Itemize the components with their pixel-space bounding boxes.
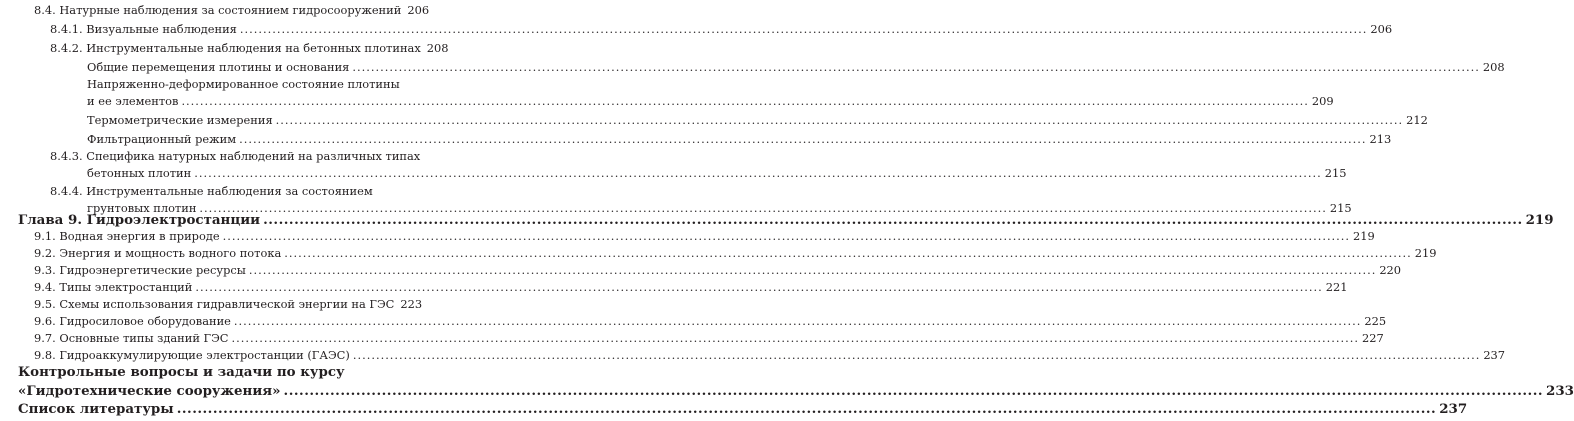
toc-entry-title: Термометрические измерения bbox=[87, 113, 273, 127]
dot-leader bbox=[181, 94, 1308, 109]
toc-chapter-title-line2: «Гидротехнические сооружения» bbox=[18, 383, 281, 399]
toc-page-number: 213 bbox=[1369, 132, 1392, 146]
toc-chapter-title: Глава 9. Гидроэлектростанции bbox=[18, 212, 261, 228]
toc-entry-title-line1: 8.4.4. Инструментальные наблюдения за состоянием bbox=[50, 184, 373, 198]
dot-leader bbox=[249, 263, 1376, 278]
toc-chapter-title: Список литературы bbox=[18, 401, 174, 417]
toc-entry-title-line2: грунтовых плотин bbox=[87, 201, 197, 215]
toc-entry-title-line2: и ее элементов bbox=[87, 94, 179, 108]
toc-entry-title: 9.4. Типы электростанций bbox=[34, 280, 193, 294]
toc-entry-title: 8.4.1. Визуальные наблюдения bbox=[50, 22, 237, 36]
toc-page-number: 219 bbox=[1353, 229, 1375, 243]
toc-entry-title: 9.2. Энергия и мощность водного потока bbox=[34, 246, 282, 260]
toc-entry-title: 9.3. Гидроэнергетические ресурсы bbox=[34, 263, 246, 277]
dot-leader bbox=[177, 401, 1437, 418]
toc-page-number: 221 bbox=[1325, 280, 1348, 294]
toc-entry-title: Общие перемещения плотины и основания bbox=[87, 60, 350, 74]
toc-chapter-title-line1: Контрольные вопросы и задачи по курсу bbox=[18, 364, 345, 380]
toc-page-number: 219 bbox=[1525, 212, 1554, 228]
dot-leader bbox=[195, 280, 1322, 295]
toc-page-number: 233 bbox=[1546, 383, 1574, 399]
toc-page-number: 206 bbox=[1370, 22, 1393, 36]
toc-chapter-entry[interactable] bbox=[0, 401, 1468, 421]
toc-entry[interactable] bbox=[0, 113, 1428, 133]
toc-entry-title: 8.4. Натурные наблюдения за состоянием гидросооружений bbox=[34, 3, 402, 17]
dot-leader bbox=[352, 60, 1479, 75]
toc-entry[interactable] bbox=[0, 77, 1334, 111]
dot-leader bbox=[263, 212, 1523, 229]
dot-leader bbox=[276, 113, 1403, 128]
toc-page-number: 227 bbox=[1361, 331, 1384, 345]
toc-page-number: 225 bbox=[1364, 314, 1387, 328]
toc-page-number: 208 bbox=[1482, 60, 1505, 74]
dot-leader bbox=[284, 383, 1544, 400]
dot-leader bbox=[284, 246, 1411, 261]
dot-leader bbox=[194, 166, 1321, 181]
dot-leader bbox=[353, 348, 1480, 363]
toc-entry-title: 9.1. Водная энергия в природе bbox=[34, 229, 220, 243]
toc-entry-title: Фильтрационный режим bbox=[87, 132, 237, 146]
toc-page-number: 220 bbox=[1379, 263, 1402, 277]
toc-page-number: 209 bbox=[1311, 94, 1334, 108]
toc-entry-title: 9.5. Схемы использования гидравлической энергии на ГЭС bbox=[34, 297, 395, 311]
toc-page-number: 208 bbox=[426, 41, 449, 55]
toc-page-number: 215 bbox=[1324, 166, 1347, 180]
toc-entry[interactable] bbox=[0, 22, 1393, 42]
toc-entry-title: 9.6. Гидросиловое оборудование bbox=[34, 314, 231, 328]
dot-leader bbox=[232, 331, 1359, 346]
toc-page-number: 237 bbox=[1439, 401, 1468, 417]
toc-page-number: 206 bbox=[407, 3, 430, 17]
dot-leader bbox=[239, 132, 1366, 147]
toc-page-number: 219 bbox=[1414, 246, 1437, 260]
toc-page-number: 212 bbox=[1406, 113, 1428, 127]
toc-page-number: 215 bbox=[1329, 201, 1352, 215]
toc-entry-title: 9.8. Гидроаккумулирующие электростанции (ГАЭС) bbox=[34, 348, 350, 362]
toc-entry[interactable] bbox=[0, 3, 436, 23]
toc-entry-title-line1: 8.4.3. Специфика натурных наблюдений на различных типах bbox=[50, 149, 421, 163]
toc-entry-title: 8.4.2. Инструментальные наблюдения на бетонных плотинах bbox=[50, 41, 421, 55]
dot-leader bbox=[240, 22, 1367, 37]
toc-entry[interactable] bbox=[0, 41, 449, 61]
toc-entry-title-line1: Напряженно-деформированное состояние плотины bbox=[87, 77, 400, 91]
dot-leader bbox=[223, 229, 1350, 244]
toc-entry[interactable] bbox=[0, 149, 1347, 183]
toc-entry-title-line2: бетонных плотин bbox=[87, 166, 192, 180]
toc-entry-title: 9.7. Основные типы зданий ГЭС bbox=[34, 331, 229, 345]
dot-leader bbox=[234, 314, 1361, 329]
toc-page-number: 237 bbox=[1483, 348, 1506, 362]
toc-chapter-entry[interactable] bbox=[0, 364, 1574, 400]
toc-page-number: 223 bbox=[400, 297, 423, 311]
